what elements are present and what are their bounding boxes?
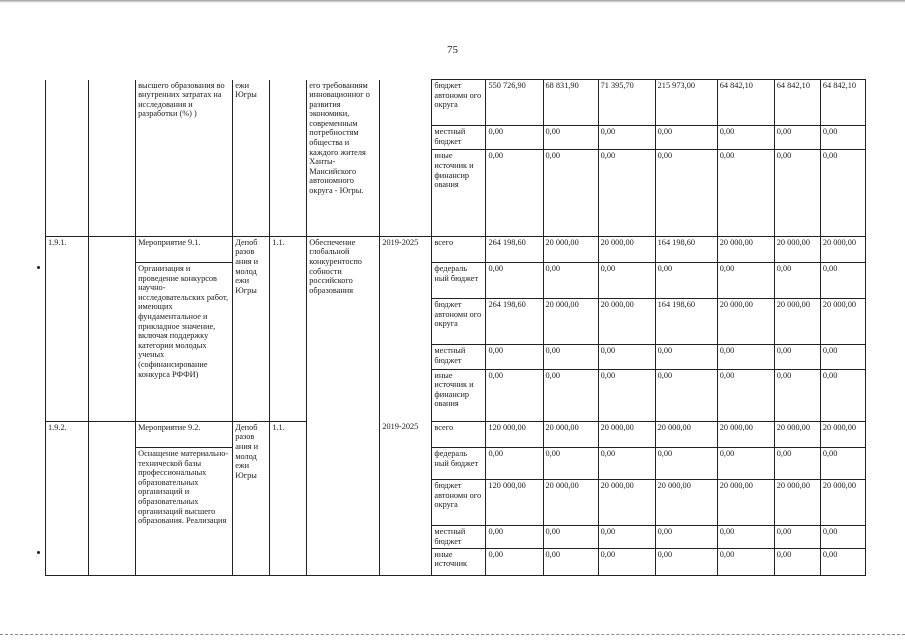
year-cell: 20 000,00 [543, 421, 598, 447]
year-cell: 20 000,00 [774, 421, 820, 447]
total-cell: 0,00 [486, 263, 543, 299]
ref-cell: 1.1. [270, 421, 307, 575]
name-cell: высшего образования во внутренних затратах на исследования и разработки (%) ) [136, 80, 233, 237]
year-cell: 0,00 [717, 150, 774, 236]
period-cell: 2019-2025 [380, 236, 432, 421]
year-cell: 20 000,00 [598, 236, 655, 262]
total-cell: 120 000,00 [486, 421, 543, 447]
year-cell: 0,00 [717, 526, 774, 548]
year-cell: 0,00 [543, 126, 598, 150]
total-cell: 0,00 [486, 548, 543, 575]
table-row [46, 80, 866, 126]
ref-cell [270, 80, 307, 237]
year-cell: 0,00 [598, 150, 655, 236]
year-cell: 0,00 [655, 263, 717, 299]
year-cell: 0,00 [820, 526, 865, 548]
scan-edge-top [0, 0, 905, 3]
year-cell: 0,00 [598, 126, 655, 150]
year-cell: 20 000,00 [655, 480, 717, 526]
year-cell: 20 000,00 [774, 236, 820, 262]
blank-cell [89, 236, 136, 421]
table-row [46, 448, 866, 480]
year-cell: 20 000,00 [774, 299, 820, 345]
year-cell: 64 842,10 [717, 80, 774, 126]
year-cell: 0,00 [774, 548, 820, 575]
margin-dot [37, 266, 40, 269]
year-cell: 0,00 [655, 150, 717, 236]
goal-cell: Обеспечение глобальной конкурентоспо собности российского образования [307, 236, 380, 421]
total-cell: 0,00 [486, 448, 543, 480]
total-cell: 264 198,60 [486, 236, 543, 262]
year-cell: 0,00 [820, 345, 865, 369]
year-cell: 0,00 [655, 345, 717, 369]
source-cell: местный бюджет [432, 526, 486, 548]
total-cell: 264 198,60 [486, 299, 543, 345]
year-cell: 20 000,00 [543, 480, 598, 526]
year-cell: 0,00 [598, 526, 655, 548]
year-cell: 0,00 [717, 548, 774, 575]
total-cell: 550 726,90 [486, 80, 543, 126]
year-cell: 20 000,00 [717, 299, 774, 345]
total-cell: 120 000,00 [486, 480, 543, 526]
source-cell: бюджет автономн ого округа [432, 480, 486, 526]
ref-cell: 1.1. [270, 236, 307, 421]
goal-cell [307, 421, 380, 575]
year-cell: 0,00 [598, 263, 655, 299]
scan-edge-bottom [0, 634, 905, 637]
source-cell: федераль ный бюджет [432, 263, 486, 299]
source-cell: иные источник [432, 548, 486, 575]
source-cell: иные источник и финансир ования [432, 369, 486, 421]
description-cell: Оснащение материально-технической базы профессиональных образовательных организаций и образовательных организаций высшего образования. Реализация [136, 448, 233, 576]
source-cell: федераль ный бюджет [432, 448, 486, 480]
year-cell: 0,00 [543, 150, 598, 236]
year-cell: 0,00 [543, 345, 598, 369]
source-cell: бюджет автономн ого округа [432, 299, 486, 345]
num-cell: 1.9.2. [46, 421, 89, 575]
blank-cell [89, 421, 136, 575]
total-cell: 0,00 [486, 369, 543, 421]
total-cell: 0,00 [486, 345, 543, 369]
executor-cell: Депоб разов ания и молод ежи Югры [233, 421, 270, 575]
source-cell: местный бюджет [432, 345, 486, 369]
year-cell: 0,00 [598, 369, 655, 421]
source-cell: бюджет автономн ого округа [432, 80, 486, 126]
year-cell: 0,00 [598, 548, 655, 575]
measure-title-cell: Мероприятие 9.1. [136, 236, 233, 262]
table-row [46, 236, 866, 262]
executor-cell: ежи Югры [233, 80, 270, 237]
year-cell: 20 000,00 [820, 299, 865, 345]
year-cell: 0,00 [655, 448, 717, 480]
budget-table [45, 79, 866, 576]
year-cell: 0,00 [820, 126, 865, 150]
table-row [46, 421, 866, 447]
year-cell: 0,00 [655, 126, 717, 150]
year-cell: 164 198,60 [655, 299, 717, 345]
year-cell: 64 842,10 [820, 80, 865, 126]
year-cell: 0,00 [543, 548, 598, 575]
year-cell: 20 000,00 [717, 480, 774, 526]
year-cell: 0,00 [820, 150, 865, 236]
year-cell: 0,00 [774, 526, 820, 548]
year-cell: 215 973,00 [655, 80, 717, 126]
source-cell: местный бюджет [432, 126, 486, 150]
year-cell: 64 842,10 [774, 80, 820, 126]
year-cell: 0,00 [543, 263, 598, 299]
year-cell: 20 000,00 [820, 480, 865, 526]
page-number: 75 [447, 44, 458, 56]
period-cell [380, 80, 432, 237]
year-cell: 20 000,00 [717, 421, 774, 447]
year-cell: 20 000,00 [543, 236, 598, 262]
total-cell: 0,00 [486, 126, 543, 150]
year-cell: 71 395,70 [598, 80, 655, 126]
year-cell: 20 000,00 [598, 421, 655, 447]
year-cell: 0,00 [717, 369, 774, 421]
year-cell: 20 000,00 [774, 480, 820, 526]
year-cell: 68 831,90 [543, 80, 598, 126]
year-cell: 20 000,00 [598, 480, 655, 526]
executor-cell: Депоб разов ания и молод ежи Югры [233, 236, 270, 421]
margin-dot [37, 551, 40, 554]
year-cell: 0,00 [774, 448, 820, 480]
blank-cell [89, 80, 136, 237]
year-cell: 0,00 [717, 345, 774, 369]
year-cell: 0,00 [655, 369, 717, 421]
year-cell: 20 000,00 [717, 236, 774, 262]
year-cell: 0,00 [774, 150, 820, 236]
measure-title-cell: Мероприятие 9.2. [136, 421, 233, 447]
year-cell: 0,00 [543, 448, 598, 480]
year-cell: 20 000,00 [543, 299, 598, 345]
year-cell: 0,00 [717, 448, 774, 480]
year-cell: 20 000,00 [655, 421, 717, 447]
source-cell: всего [432, 236, 486, 262]
year-cell: 20 000,00 [820, 236, 865, 262]
year-cell: 0,00 [655, 548, 717, 575]
goal-cell: его требованиям инновационног о развития экономики, современным потребностям общества и каждого жителя Ханты-Мансийского автономного округа - Югры. [307, 80, 380, 237]
period-cell: 2019-2025 [380, 421, 432, 575]
source-cell: иные источник и финансир ования [432, 150, 486, 236]
year-cell: 0,00 [774, 345, 820, 369]
year-cell: 0,00 [820, 448, 865, 480]
year-cell: 0,00 [820, 369, 865, 421]
total-cell: 0,00 [486, 150, 543, 236]
table-row [46, 263, 866, 299]
year-cell: 0,00 [598, 345, 655, 369]
year-cell: 0,00 [820, 548, 865, 575]
year-cell: 0,00 [598, 448, 655, 480]
year-cell: 0,00 [655, 526, 717, 548]
year-cell: 0,00 [717, 126, 774, 150]
year-cell: 0,00 [717, 263, 774, 299]
year-cell: 0,00 [543, 526, 598, 548]
year-cell: 164 198,60 [655, 236, 717, 262]
year-cell: 0,00 [543, 369, 598, 421]
year-cell: 0,00 [774, 369, 820, 421]
year-cell: 20 000,00 [598, 299, 655, 345]
num-cell [46, 80, 89, 237]
total-cell: 0,00 [486, 526, 543, 548]
num-cell: 1.9.1. [46, 236, 89, 421]
description-cell: Организация и проведение конкурсов научно-исследовательских работ, имеющих фундаментальное и прикладное значение, включая поддержку категории молодых ученых (софинансирование конкурса РФФИ) [136, 263, 233, 422]
year-cell: 0,00 [774, 126, 820, 150]
year-cell: 0,00 [774, 263, 820, 299]
source-cell: всего [432, 421, 486, 447]
year-cell: 0,00 [820, 263, 865, 299]
year-cell: 20 000,00 [820, 421, 865, 447]
